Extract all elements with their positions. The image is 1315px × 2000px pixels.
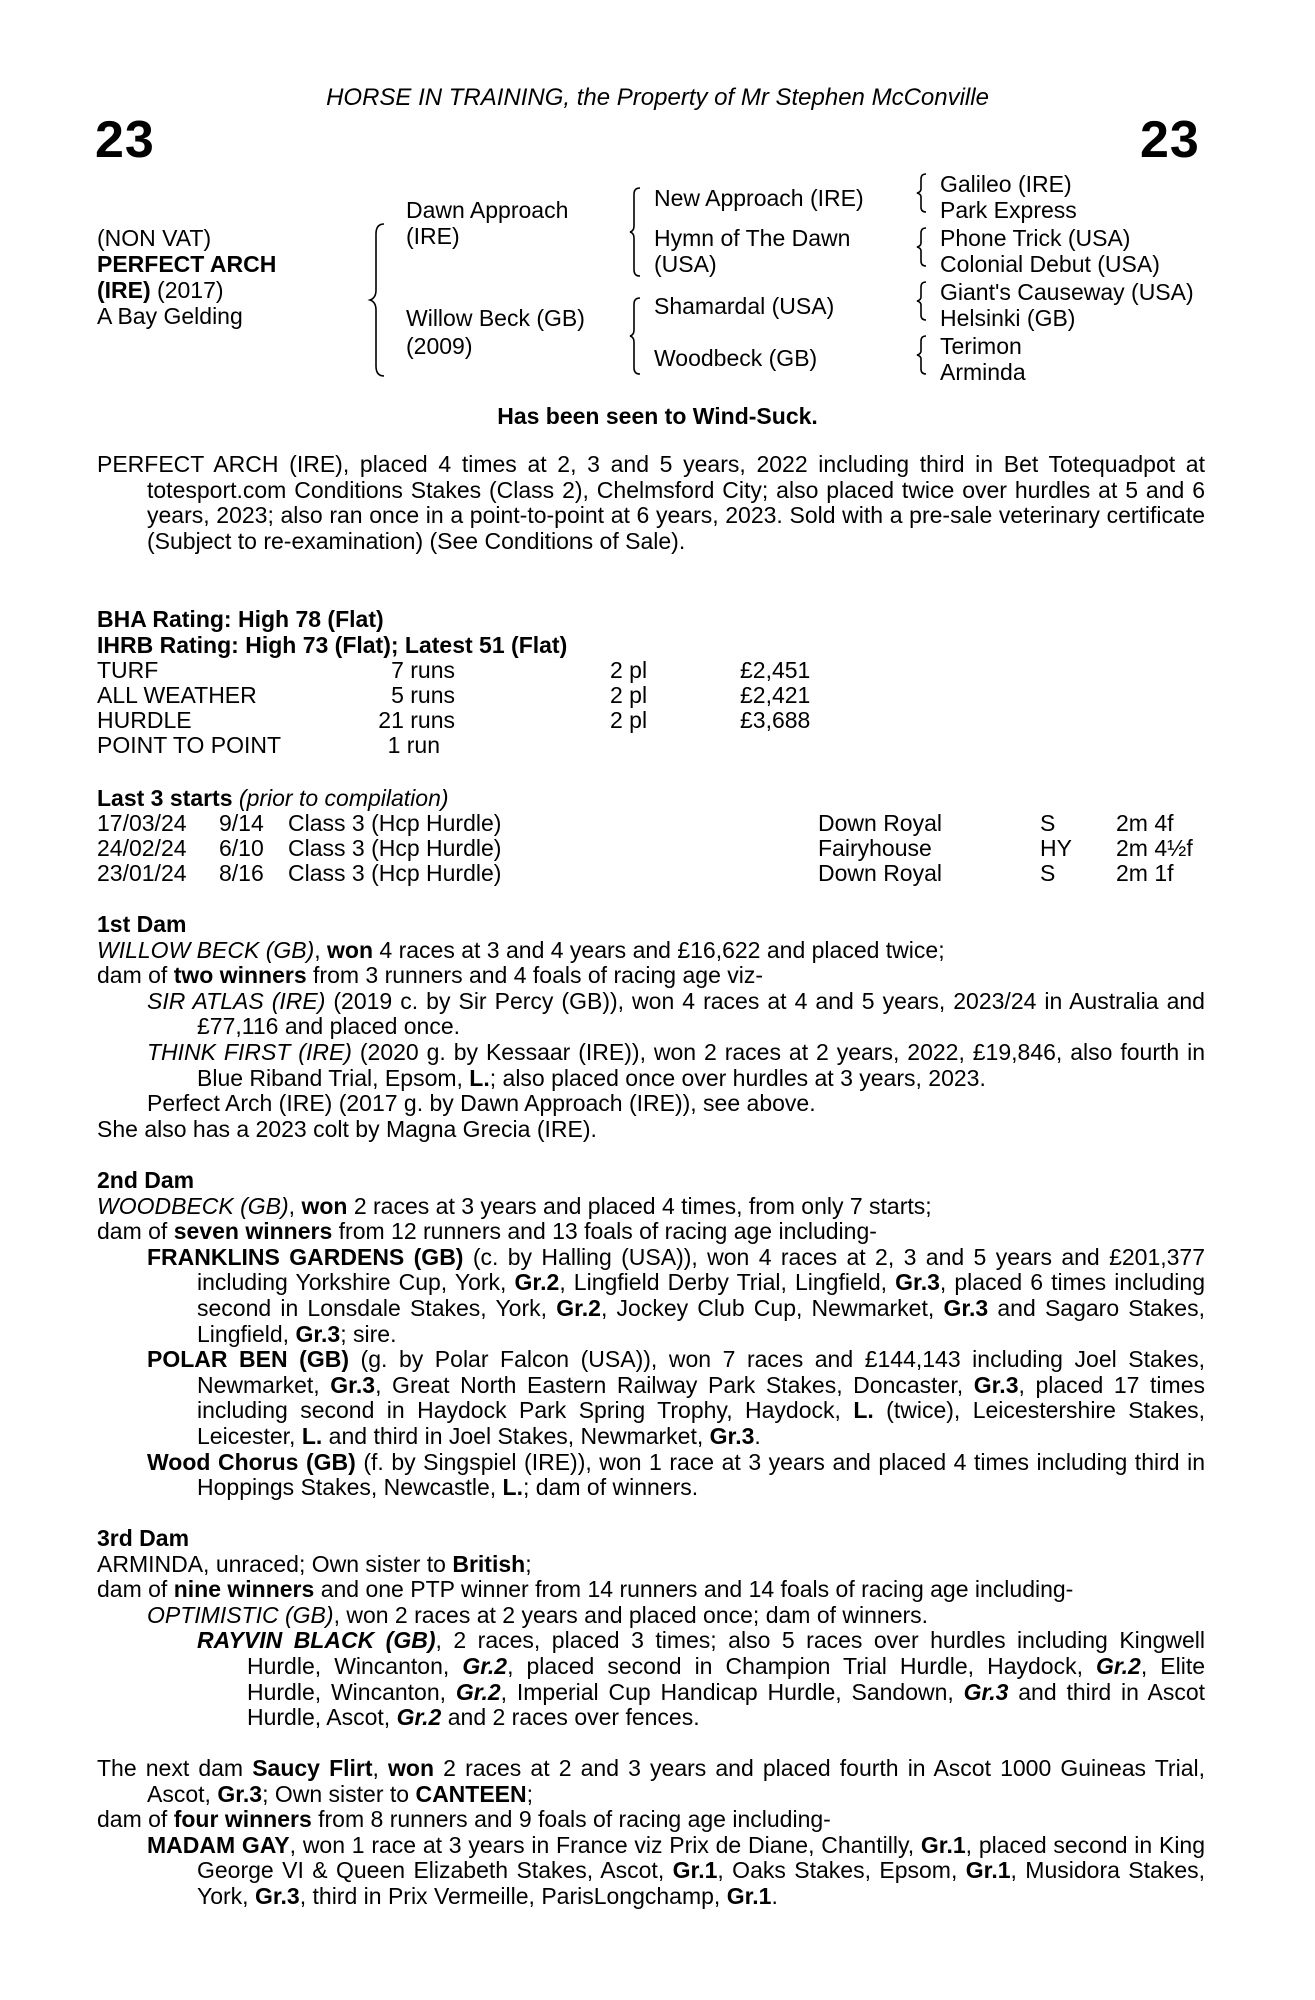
- pedigree-bracket-dam: [630, 296, 646, 376]
- start-dist-3: 2m 1f: [1116, 860, 1174, 886]
- produce-optimistic: OPTIMISTIC (GB), won 2 races at 2 years and placed once; dam of winners.: [147, 1601, 929, 1628]
- wind-suck-note: Has been seen to Wind-Suck.: [497, 403, 818, 429]
- third-dam-line1: ARMINDA, unraced; Own sister to British;: [97, 1550, 532, 1577]
- second-dam-line1: WOODBECK (GB), won 2 races at 3 years and placed 4 times, from only 7 starts;: [97, 1192, 932, 1219]
- produce-think-first: THINK FIRST (IRE) (2020 g. by Kessaar (IRE)), won 2 races at 2 years, 2022, £19,846, also fourth in Blue Riband Trial, Epsom, L.; also placed once over hurdles at 3 years, 2023.: [147, 1038, 1205, 1091]
- next-dam-line1: The next dam Saucy Flirt, won 2 races at 2 and 3 years and placed fourth in Ascot 1000 Guineas Trial, Ascot, Gr.3; Own sister to CANTEEN;: [97, 1755, 1205, 1807]
- last3-heading: [97, 786, 449, 812]
- stat-type-aw: ALL WEATHER: [97, 682, 257, 708]
- start-course-2: Fairyhouse: [818, 835, 932, 861]
- last3-note: (prior to compilation): [232, 785, 449, 811]
- grandsire-8: Arminda: [940, 359, 1026, 385]
- stat-type-hurdle: HURDLE: [97, 707, 192, 733]
- grandsire-1: Galileo (IRE): [940, 171, 1072, 197]
- produce-polar-ben: POLAR BEN (GB) (g. by Polar Falcon (USA)), won 7 races and £144,143 including Joel Stakes, Newmarket, Gr.3, Great North Eastern Railway Park Stakes, Doncaster, Gr.3, placed 17 times including second in Haydock Park Spring Trophy, Haydock, L. (twice), Leicestershire Stakes, Leicester, L. and third in Joel Stakes, Newmarket, Gr.3.: [147, 1346, 1205, 1449]
- second-dam-line2: dam of seven winners from 12 runners and 13 foals of racing age including-: [97, 1218, 877, 1245]
- horse-name: PERFECT ARCH: [97, 251, 277, 277]
- first-dam-line1: WILLOW BECK (GB), won 4 races at 3 and 4 years and £16,622 and placed twice;: [97, 936, 945, 963]
- grandsire-4: Colonial Debut (USA): [940, 251, 1160, 277]
- stat-runs-hurdle: 21 runs: [378, 707, 455, 733]
- produce-rayvin-black: RAYVIN BLACK (GB), 2 races, placed 3 times; also 5 races over hurdles including Kingwell Hurdle, Wincanton, Gr.2, placed second in Champion Trial Hurdle, Haydock, Gr.2, Elite Hurdle, Wincanton, Gr.2, Imperial Cup Handicap Hurdle, Sandown, Gr.3 and third in Ascot Hurdle, Ascot, Gr.2 and 2 races over fences.: [197, 1627, 1205, 1731]
- produce-sir-atlas: SIR ATLAS (IRE) (2019 c. by Sir Percy (GB)), won 4 races at 4 and 5 years, 2023/24 in Australia and £77,116 and placed once.: [147, 987, 1205, 1040]
- dam-dam: Woodbeck (GB): [654, 345, 818, 371]
- sire-line2: (IRE): [406, 223, 460, 249]
- start-going-3: S: [1040, 860, 1056, 886]
- start-pos-1: 9/14: [219, 810, 264, 836]
- dam-line2: (2009): [406, 333, 473, 359]
- start-course-1: Down Royal: [818, 810, 942, 836]
- start-going-1: S: [1040, 810, 1056, 836]
- grandsire-7: Terimon: [940, 333, 1022, 359]
- start-race-1: Class 3 (Hcp Hurdle): [288, 810, 502, 836]
- pedigree-bracket-sire: [630, 186, 646, 278]
- start-going-2: HY: [1040, 835, 1072, 861]
- horse-country: (IRE): [97, 277, 151, 303]
- sire-dam-line1: Hymn of The Dawn: [654, 225, 851, 251]
- summary-text: PERFECT ARCH (IRE), placed 4 times at 2, 3 and 5 years, 2022 including third in Bet Totequadpot at totesport.com Conditions Stakes (Class 2), Chelmsford City; also placed twice over hurdles at 5 and 6 years, 2023; also ran once in a point-to-point at 6 years, 2023. Sold with a pre-sale veterinary certificate (Subject to re-examination) (See Conditions of Sale).: [97, 451, 1205, 554]
- stat-type-turf: TURF: [97, 657, 159, 683]
- second-dam-name: WOODBECK (GB): [97, 1192, 289, 1219]
- start-date-1: 17/03/24: [97, 810, 187, 836]
- second-dam-section: [97, 1168, 1205, 1501]
- lot-number-right: 23: [1140, 111, 1200, 169]
- produce-franklins-gardens: FRANKLINS GARDENS (GB) (c. by Halling (USA)), won 4 races at 2, 3 and 5 years and £201,377 including Yorkshire Cup, York, Gr.2, Lingfield Derby Trial, Lingfield, Gr.3, placed 6 times including second in Lonsdale Stakes, York, Gr.2, Jockey Club Cup, Newmarket, Gr.3 and Sagaro Stakes, Lingfield, Gr.3; sire.: [147, 1243, 1205, 1347]
- start-pos-2: 6/10: [219, 835, 264, 861]
- first-dam-line2: dam of two winners from 3 runners and 4 foals of racing age viz-: [97, 962, 764, 989]
- grandsire-3: Phone Trick (USA): [940, 225, 1131, 251]
- grandsire-6: Helsinki (GB): [940, 305, 1076, 331]
- sire-line1: Dawn Approach: [406, 197, 569, 223]
- third-dam-section: [97, 1526, 1205, 1731]
- stat-pl-hurdle: 2 pl: [610, 707, 648, 733]
- horse-name-suffix: [97, 278, 224, 304]
- produce-perfect-arch: Perfect Arch (IRE) (2017 g. by Dawn Approach (IRE)), see above.: [147, 1090, 816, 1117]
- stat-runs-aw: 5 runs: [391, 682, 455, 708]
- start-race-3: Class 3 (Hcp Hurdle): [288, 860, 502, 886]
- last3-title: Last 3 starts: [97, 785, 233, 811]
- third-dam-line2: dam of nine winners and one PTP winner from 14 runners and 14 foals of racing age including-: [97, 1576, 1074, 1603]
- horse-year: (2017): [150, 277, 224, 303]
- first-dam-section: [97, 912, 1205, 1142]
- pedigree-bracket-g4: [917, 334, 931, 376]
- sire-sire: New Approach (IRE): [654, 185, 864, 211]
- start-course-3: Down Royal: [818, 860, 942, 886]
- horse-description: A Bay Gelding: [97, 303, 243, 329]
- dam-line1: Willow Beck (GB): [406, 305, 585, 331]
- first-dam-name: WILLOW BECK (GB): [97, 936, 315, 963]
- ihrb-rating: IHRB Rating: High 73 (Flat); Latest 51 (Flat): [97, 632, 568, 658]
- pedigree-bracket-g1: [917, 172, 931, 214]
- stat-money-turf: £2,451: [740, 657, 811, 683]
- next-dam-section: [97, 1756, 1205, 1910]
- bha-rating: BHA Rating: High 78 (Flat): [97, 606, 384, 632]
- vat-status: (NON VAT): [97, 225, 212, 251]
- start-dist-2: 2m 4½f: [1116, 835, 1193, 861]
- produce-madam-gay: MADAM GAY, won 1 race at 3 years in France viz Prix de Diane, Chantilly, Gr.1, placed second in King George VI & Queen Elizabeth Stakes, Ascot, Gr.1, Oaks Stakes, Epsom, Gr.1, Musidora Stakes, York, Gr.3, third in Prix Vermeille, ParisLongchamp, Gr.1.: [147, 1831, 1206, 1909]
- stat-money-hurdle: £3,688: [740, 707, 811, 733]
- pedigree-bracket-g2: [917, 226, 931, 268]
- dam-sire: Shamardal (USA): [654, 293, 835, 319]
- produce-2023-colt: She also has a 2023 colt by Magna Grecia (IRE).: [97, 1115, 597, 1142]
- stat-type-ptp: POINT TO POINT: [97, 732, 282, 758]
- first-dam-title: 1st Dam: [97, 911, 187, 937]
- stat-runs-turf: 7 runs: [391, 657, 455, 683]
- third-dam-title: 3rd Dam: [97, 1525, 190, 1551]
- second-dam-title: 2nd Dam: [97, 1167, 195, 1193]
- start-pos-3: 8/16: [219, 860, 264, 886]
- grandsire-5: Giant's Causeway (USA): [940, 279, 1194, 305]
- summary-block: [97, 452, 1205, 554]
- grandsire-2: Park Express: [940, 197, 1077, 223]
- produce-wood-chorus: Wood Chorus (GB) (f. by Singspiel (IRE)), won 1 race at 3 years and placed 4 times including third in Hoppings Stakes, Newcastle, L.; dam of winners.: [147, 1448, 1205, 1501]
- start-race-2: Class 3 (Hcp Hurdle): [288, 835, 502, 861]
- sire-dam-line2: (USA): [654, 251, 717, 277]
- start-date-3: 23/01/24: [97, 860, 187, 886]
- stat-money-aw: £2,421: [740, 682, 811, 708]
- stat-pl-turf: 2 pl: [610, 657, 648, 683]
- start-dist-1: 2m 4f: [1116, 810, 1174, 836]
- lot-number-left: 23: [95, 111, 155, 169]
- pedigree-bracket-main: [370, 220, 390, 380]
- pedigree-bracket-g3: [917, 280, 931, 322]
- next-dam-line2: dam of four winners from 8 runners and 9 foals of racing age including-: [97, 1806, 831, 1833]
- start-date-2: 24/02/24: [97, 835, 187, 861]
- stat-runs-ptp: 1 run: [387, 732, 440, 758]
- stat-pl-aw: 2 pl: [610, 682, 648, 708]
- page-header-title: HORSE IN TRAINING, the Property of Mr Stephen McConville: [326, 84, 989, 111]
